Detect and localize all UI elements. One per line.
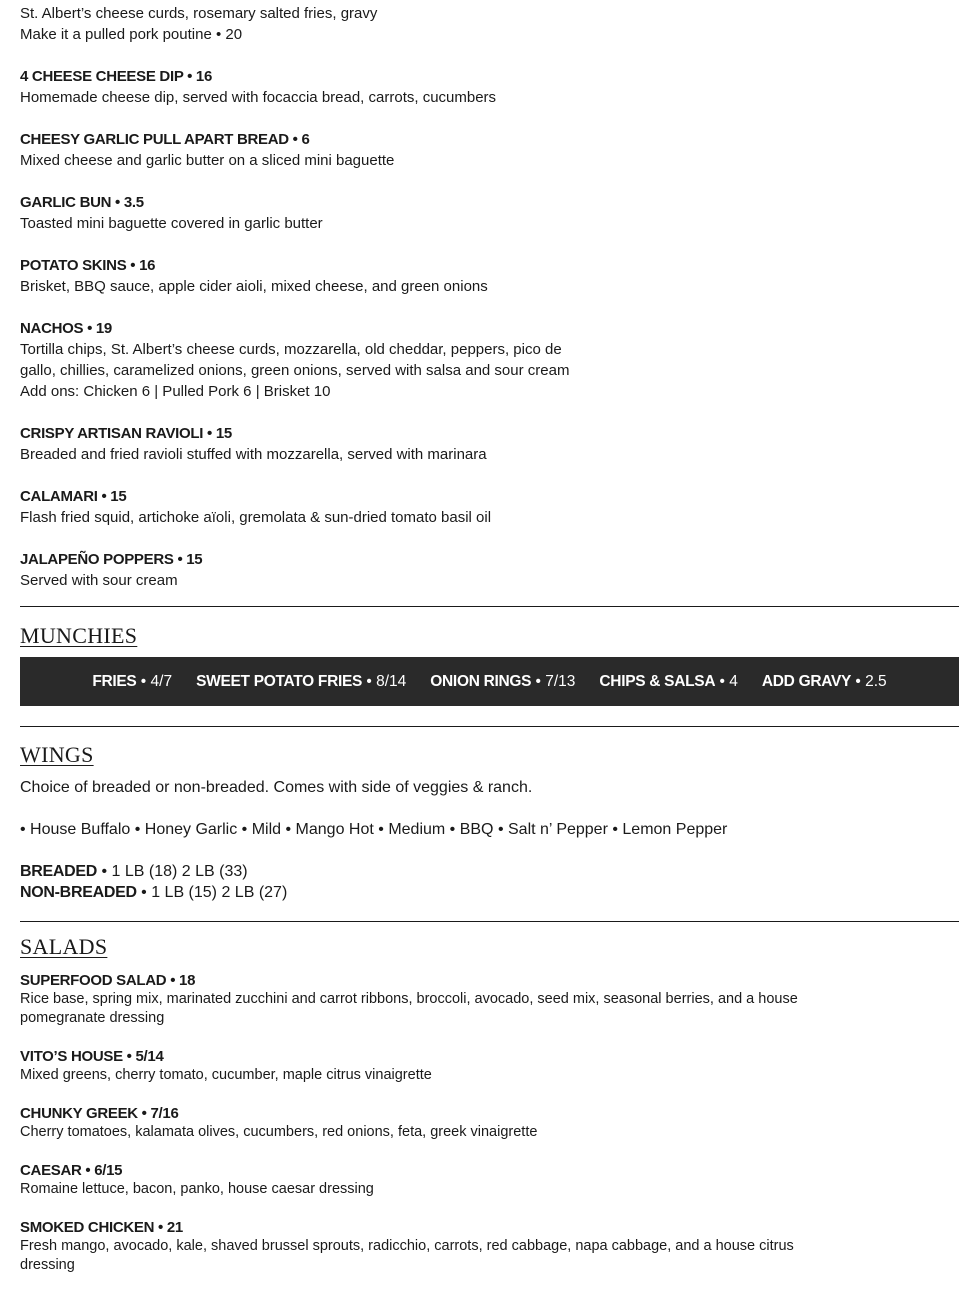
munchies-item-name: ONION RINGS	[430, 672, 532, 690]
section-divider	[20, 921, 959, 922]
munchies-item-name: ADD GRAVY	[761, 672, 852, 690]
munchies-item-price: • 2.5	[851, 672, 887, 690]
menu-item-desc: Homemade cheese dip, served with focaccia bread, carrots, cucumbers	[20, 89, 497, 106]
salad-desc: Romaine lettuce, bacon, panko, house caesar dressing	[20, 1181, 374, 1197]
menu-item-desc: Make it a pulled pork poutine • 20	[20, 26, 243, 43]
menu-item-desc: Toasted mini baguette covered in garlic butter	[20, 215, 323, 232]
menu-item-desc: Flash fried squid, artichoke aïoli, gremolata & sun-dried tomato basil oil	[20, 509, 492, 526]
menu-item	[20, 129, 394, 171]
section-heading-munchies: MUNCHIES	[20, 623, 138, 648]
salad-item	[20, 1218, 850, 1275]
section-heading-salads: SALADS	[20, 934, 108, 959]
wings-flavours: • House Buffalo • Honey Garlic • Mild • Mango Hot • Medium • BBQ • Salt n’ Pepper • Lemon Pepper	[20, 821, 728, 838]
menu-item-desc: Brisket, BBQ sauce, apple cider aioli, mixed cheese, and green onions	[20, 278, 488, 295]
menu-item-desc: gallo, chillies, caramelized onions, green onions, served with salsa and sour cream	[20, 362, 570, 379]
menu-item-desc: Mixed cheese and garlic butter on a sliced mini baguette	[20, 152, 395, 169]
munchies-item-name: FRIES	[92, 672, 137, 690]
wings-breaded-price: • 1 LB (18) 2 LB (33)	[97, 863, 248, 880]
menu-item-title: JALAPEÑO POPPERS • 15	[20, 551, 203, 568]
munchies-item	[599, 673, 737, 691]
menu-item	[20, 255, 488, 297]
menu-item-title: GARLIC BUN • 3.5	[20, 194, 144, 211]
menu-item-desc: Served with sour cream	[20, 572, 178, 589]
salad-item	[20, 1104, 850, 1142]
salad-title: CAESAR • 6/15	[20, 1162, 123, 1179]
poutine-continuation	[20, 3, 377, 45]
salad-desc: Rice base, spring mix, marinated zucchini and carrot ribbons, broccoli, avocado, seed mix, seasonal berries, and a house pomegranate dressing	[20, 991, 798, 1026]
salad-item	[20, 971, 850, 1028]
munchies-item-price: • 4/7	[136, 672, 173, 690]
wings-non-breaded-row	[20, 882, 287, 903]
menu-item-desc: Tortilla chips, St. Albert’s cheese curds, mozzarella, old cheddar, peppers, pico de	[20, 341, 562, 358]
munchies-item-price: • 4	[715, 672, 738, 690]
wings-non-breaded-label: NON-BREADED	[20, 884, 137, 901]
section-divider	[20, 726, 959, 727]
menu-item-title: CHEESY GARLIC PULL APART BREAD • 6	[20, 131, 310, 148]
wings-breaded-label: BREADED	[20, 863, 98, 880]
menu-item-addons: Add ons: Chicken 6 | Pulled Pork 6 | Brisket 10	[20, 383, 331, 400]
menu-item-title: NACHOS • 19	[20, 320, 112, 337]
munchies-item	[430, 673, 575, 691]
menu-item	[20, 549, 202, 591]
menu-item-title: CRISPY ARTISAN RAVIOLI • 15	[20, 425, 232, 442]
menu-item-title: POTATO SKINS • 16	[20, 257, 156, 274]
munchies-item-price: • 7/13	[531, 672, 576, 690]
wings-intro: Choice of breaded or non-breaded. Comes with side of veggies & ranch.	[20, 779, 533, 796]
wings-non-breaded-price: • 1 LB (15) 2 LB (27)	[136, 884, 288, 901]
wings-breaded-row	[20, 861, 248, 882]
munchies-item-name: CHIPS & SALSA	[599, 672, 716, 690]
menu-item	[20, 423, 487, 465]
salad-title: VITO’S HOUSE • 5/14	[20, 1048, 164, 1065]
salad-item	[20, 1047, 850, 1085]
salad-desc: Cherry tomatoes, kalamata olives, cucumbers, red onions, feta, greek vinaigrette	[20, 1124, 538, 1140]
menu-item-desc: Breaded and fried ravioli stuffed with mozzarella, served with marinara	[20, 446, 487, 463]
menu-item-title: 4 CHEESE CHEESE DIP • 16	[20, 68, 213, 85]
section-divider	[20, 606, 959, 607]
salad-title: SMOKED CHICKEN • 21	[20, 1219, 183, 1236]
salad-title: SUPERFOOD SALAD • 18	[20, 972, 196, 989]
menu-item	[20, 192, 323, 234]
munchies-item-price: • 8/14	[362, 672, 407, 690]
salad-desc: Mixed greens, cherry tomato, cucumber, maple citrus vinaigrette	[20, 1067, 432, 1083]
menu-item-desc: St. Albert’s cheese curds, rosemary salted fries, gravy	[20, 5, 378, 22]
menu-item	[20, 486, 491, 528]
munchies-item	[196, 673, 406, 691]
menu-item	[20, 318, 569, 402]
salad-desc: Fresh mango, avocado, kale, shaved brussel sprouts, radicchio, carrots, red cabbage, napa cabbage, and a house citrus dressing	[20, 1238, 794, 1273]
menu-item	[20, 66, 496, 108]
salad-title: CHUNKY GREEK • 7/16	[20, 1105, 179, 1122]
section-heading-wings: WINGS	[20, 742, 94, 767]
munchies-item	[92, 673, 172, 691]
menu-item-title: CALAMARI • 15	[20, 488, 127, 505]
munchies-item-name: SWEET POTATO FRIES	[196, 672, 363, 690]
salad-item	[20, 1161, 850, 1199]
munchies-item	[762, 673, 887, 691]
munchies-bar	[20, 657, 959, 706]
